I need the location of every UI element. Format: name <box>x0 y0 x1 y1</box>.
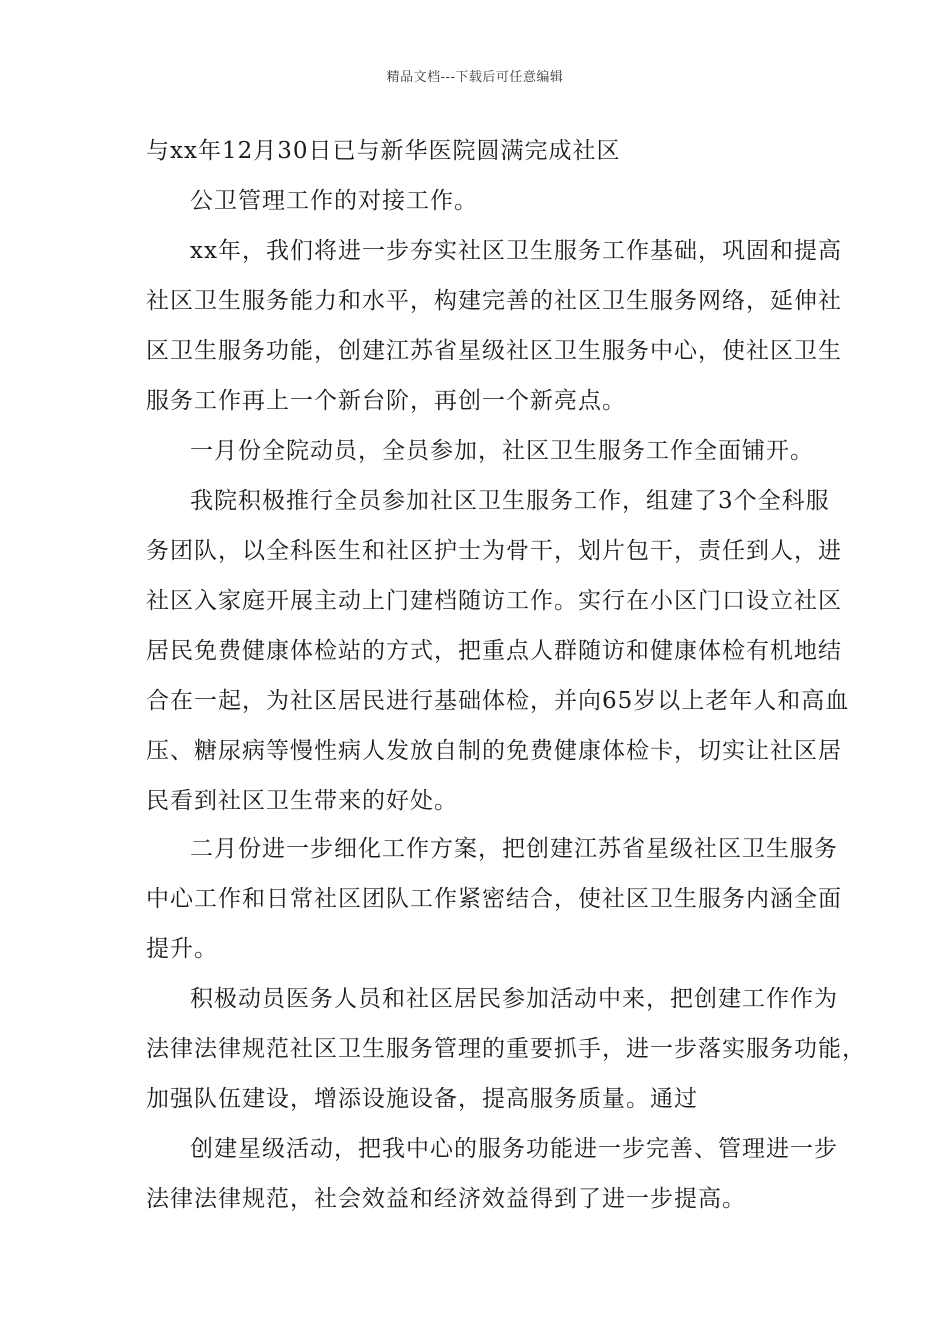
body-line: 加强队伍建设，增添设施设备，提高服务质量。通过 <box>146 1086 698 1112</box>
body-line: 我院积极推行全员参加社区卫生服务工作，组建了3个全科服 <box>190 488 830 514</box>
body-line: 居民免费健康体检站的方式，把重点人群随访和健康体检有机地结 <box>146 638 842 664</box>
body-line: 压、糖尿病等慢性病人发放自制的免费健康体检卡，切实让社区居 <box>146 738 842 764</box>
body-line: 中心工作和日常社区团队工作紧密结合，使社区卫生服务内涵全面 <box>146 886 842 912</box>
body-line: 区卫生服务功能，创建江苏省星级社区卫生服务中心，使社区卫生 <box>146 338 842 364</box>
body-line: 公卫管理工作的对接工作。 <box>190 188 478 214</box>
body-line: 一月份全院动员，全员参加，社区卫生服务工作全面铺开。 <box>190 438 814 464</box>
body-line: 合在一起，为社区居民进行基础体检，并向65岁以上老年人和高血 <box>146 688 850 714</box>
body-line: 二月份进一步细化工作方案，把创建江苏省星级社区卫生服务 <box>190 836 838 862</box>
body-line: 法律法律规范，社会效益和经济效益得到了进一步提高。 <box>146 1186 746 1212</box>
body-line: 创建星级活动，把我中心的服务功能进一步完善、管理进一步 <box>190 1136 838 1162</box>
body-line: xx年，我们将进一步夯实社区卫生服务工作基础，巩固和提高 <box>190 238 842 264</box>
body-line: 与xx年12月30日已与新华医院圆满完成社区 <box>146 138 621 164</box>
body-line: 提升。 <box>146 936 218 962</box>
body-line: 务团队，以全科医生和社区护士为骨干，划片包干，责任到人，进 <box>146 538 842 564</box>
body-line: 社区入家庭开展主动上门建档随访工作。实行在小区门口设立社区 <box>146 588 842 614</box>
body-line: 服务工作再上一个新台阶，再创一个新亮点。 <box>146 388 626 414</box>
body-line: 法律法律规范社区卫生服务管理的重要抓手，进一步落实服务功能， <box>146 1036 866 1062</box>
body-line: 民看到社区卫生带来的好处。 <box>146 788 458 814</box>
page-header: 精品文档---下载后可任意编辑 <box>386 70 564 85</box>
body-line: 社区卫生服务能力和水平，构建完善的社区卫生服务网络，延伸社 <box>146 288 842 314</box>
body-line: 积极动员医务人员和社区居民参加活动中来，把创建工作作为 <box>190 986 838 1012</box>
